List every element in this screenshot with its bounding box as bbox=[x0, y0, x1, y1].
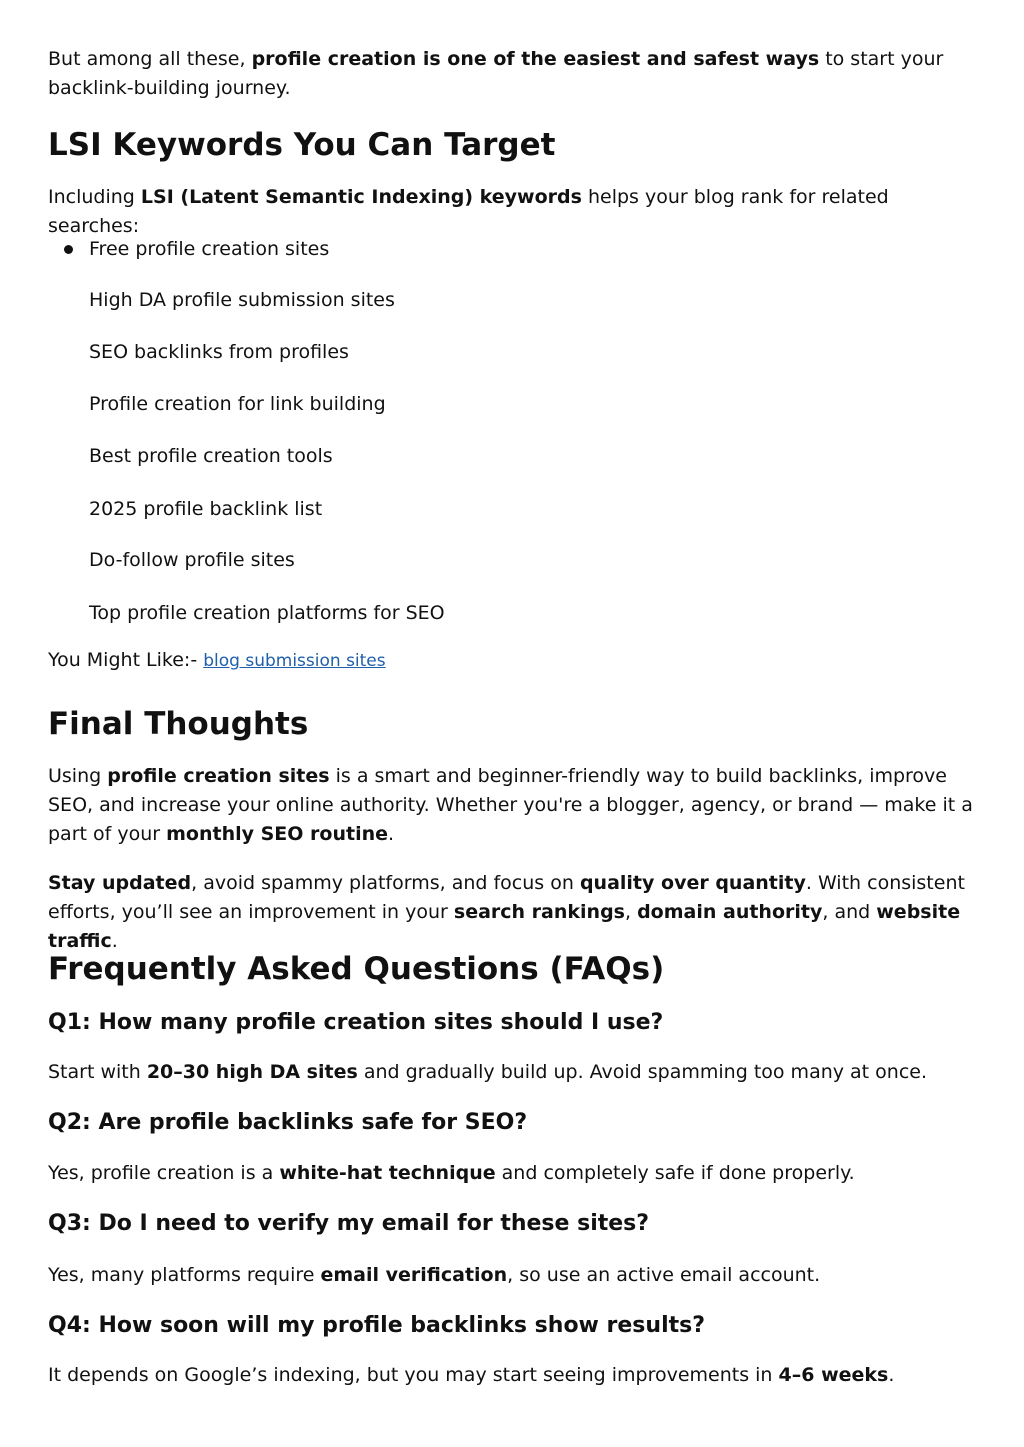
text-run: . With consistent efforts, you’ll see an improvement in your bbox=[48, 872, 965, 923]
lsi-heading: LSI Keywords You Can Target bbox=[48, 127, 556, 163]
text-run-bold: search rankings bbox=[453, 901, 625, 923]
text-run: is a smart and beginner-friendly way to build backlinks, improve SEO, and increase your online authority. Whether you're a blogger, agency, or brand — make it a part of your bbox=[48, 765, 973, 845]
you-might-like-line bbox=[48, 646, 978, 676]
faq-heading: Frequently Asked Questions (FAQs) bbox=[48, 951, 665, 987]
list-item: Best profile creation tools bbox=[89, 445, 333, 467]
text-run: and completely safe if done properly. bbox=[495, 1162, 855, 1184]
lsi-intro-post: helps your blog rank for related searches: bbox=[48, 186, 889, 237]
text-run: Using bbox=[48, 765, 108, 787]
list-item: High DA profile submission sites bbox=[89, 289, 395, 311]
text-run: , and bbox=[822, 901, 877, 923]
text-run-bold: Stay updated bbox=[48, 872, 192, 894]
lsi-intro-pre: Including bbox=[48, 186, 141, 208]
lsi-intro-bold: LSI (Latent Semantic Indexing) keywords bbox=[140, 186, 582, 208]
list-item: Do-follow profile sites bbox=[89, 549, 295, 571]
text-run: . bbox=[888, 1364, 895, 1386]
list-item: SEO backlinks from profiles bbox=[89, 341, 349, 363]
text-run-bold: email verification bbox=[320, 1264, 508, 1286]
text-run-bold: monthly SEO routine bbox=[166, 823, 389, 845]
intro-text-bold: profile creation is one of the easiest and safest ways bbox=[251, 48, 820, 70]
faq-question-2: Q2: Are profile backlinks safe for SEO? bbox=[48, 1110, 528, 1135]
text-run: , so use an active email account. bbox=[507, 1264, 821, 1286]
text-run-bold: website traffic bbox=[48, 901, 961, 952]
text-run: . bbox=[111, 930, 118, 952]
text-run: . bbox=[388, 823, 395, 845]
blog-submission-sites-link[interactable]: blog submission sites bbox=[203, 651, 386, 671]
final-thoughts-paragraph-1 bbox=[48, 762, 978, 849]
faq-answer-1 bbox=[48, 1058, 978, 1087]
text-run-bold: profile creation sites bbox=[107, 765, 330, 787]
list-item: Profile creation for link building bbox=[89, 393, 386, 415]
list-item: 2025 profile backlink list bbox=[89, 498, 323, 520]
intro-paragraph bbox=[48, 45, 978, 103]
faq-answer-2 bbox=[48, 1159, 978, 1188]
text-run-bold: 20–30 high DA sites bbox=[146, 1061, 358, 1083]
you-might-like-label: You Might Like:- bbox=[48, 649, 204, 671]
final-thoughts-paragraph-2 bbox=[48, 869, 978, 956]
lsi-intro-paragraph bbox=[48, 183, 978, 241]
faq-question-4: Q4: How soon will my profile backlinks show results? bbox=[48, 1313, 705, 1338]
list-bullet-icon bbox=[64, 245, 73, 254]
text-run-bold: domain authority bbox=[637, 901, 823, 923]
text-run: , bbox=[624, 901, 638, 923]
list-item: Top profile creation platforms for SEO bbox=[89, 602, 445, 624]
text-run: Start with bbox=[48, 1061, 147, 1083]
final-thoughts-heading: Final Thoughts bbox=[48, 706, 309, 742]
text-run-bold: 4–6 weeks bbox=[778, 1364, 889, 1386]
text-run-bold: white-hat technique bbox=[279, 1162, 496, 1184]
intro-text-pre: But among all these, bbox=[48, 48, 252, 70]
text-run: Yes, profile creation is a bbox=[48, 1162, 280, 1184]
faq-question-1: Q1: How many profile creation sites should I use? bbox=[48, 1010, 664, 1035]
text-run: It depends on Google’s indexing, but you may start seeing improvements in bbox=[48, 1364, 779, 1386]
text-run: , avoid spammy platforms, and focus on bbox=[191, 872, 580, 894]
faq-answer-3 bbox=[48, 1261, 978, 1290]
text-run: Yes, many platforms require bbox=[48, 1264, 321, 1286]
text-run: and gradually build up. Avoid spamming too many at once. bbox=[357, 1061, 928, 1083]
faq-answer-4 bbox=[48, 1361, 978, 1390]
faq-question-3: Q3: Do I need to verify my email for these sites? bbox=[48, 1211, 650, 1236]
text-run-bold: quality over quantity bbox=[579, 872, 806, 894]
intro-text-post: to start your backlink-building journey. bbox=[48, 48, 944, 99]
list-item: Free profile creation sites bbox=[89, 238, 330, 260]
